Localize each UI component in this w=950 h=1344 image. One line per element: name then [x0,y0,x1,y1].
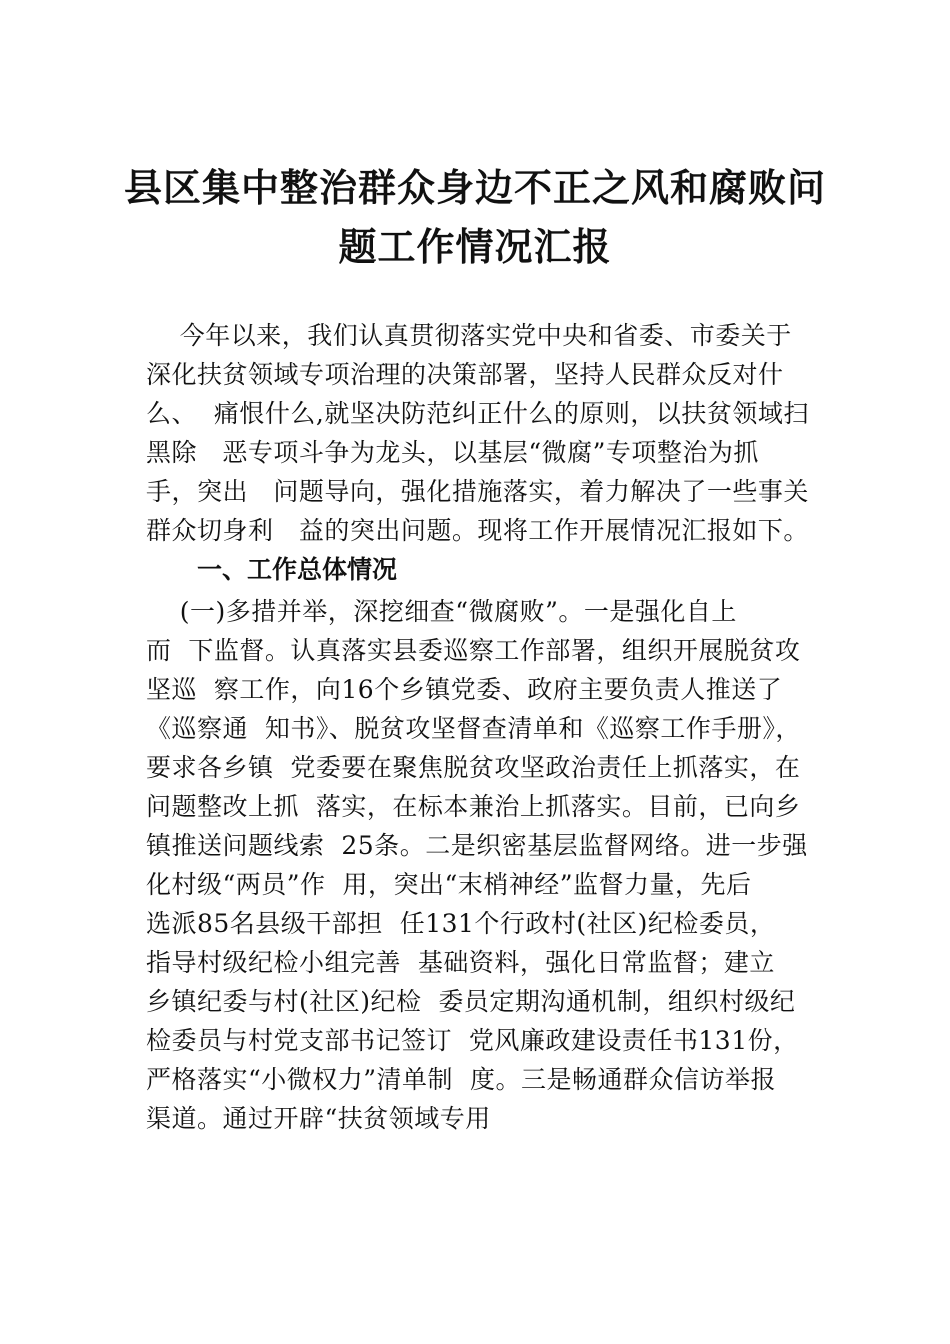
paragraph-line: 要求各乡镇 党委要在聚焦脱贫攻坚政治责任上抓落实，在 [146,753,801,782]
paragraph-line: 镇推送问题线索 25条。二是织密基层监督网络。进一步强 [146,831,808,860]
paragraph-line: 指导村级纪检小组完善 基础资料，强化日常监督；建立 [146,948,775,977]
paragraph-line: 化村级“两员”作 用，突出“末梢神经”监督力量，先后 [146,870,752,899]
paragraph-line: 群众切身利 益的突出问题。现将工作开展情况汇报如下。 [146,516,809,545]
paragraph-line: 坚巡 察工作，向16个乡镇党委、政府主要负责人推送了 [146,675,783,704]
paragraph-line: 而 下监督。认真落实县委巡察工作部署，组织开展脱贫攻 [146,636,801,665]
paragraph-line: 检委员与村党支部书记签订 党风廉政建设责任书131份， [146,1026,799,1055]
paragraph-line: 《巡察通 知书》、脱贫攻坚督查清单和《巡察工作手册》， [146,714,801,743]
paragraph-line: 严格落实“小微权力”清单制 度。三是畅通群众信访举报 [146,1065,776,1094]
paragraph-line: 渠道。通过开辟“扶贫领域专用 [146,1104,491,1133]
section-heading: 一、工作总体情况 [197,555,398,584]
paragraph-line: 深化扶贫领域专项治理的决策部署，坚持人民群众反对什 [146,360,784,389]
paragraph-line: 么、 痛恨什么,就坚决防范纠正什么的原则，以扶贫领域扫 [146,399,809,428]
document-title-line-2: 题工作情况汇报 [338,225,612,269]
paragraph-line: 手，突出 问题导向，强化措施落实，着力解决了一些事关 [146,477,809,506]
paragraph-line: 选派85名县级干部担 任131个行政村(社区)纪检委员， [146,909,776,938]
paragraph-line: 今年以来，我们认真贯彻落实党中央和省委、市委关于 [146,321,792,350]
document-title-line-1: 县区集中整治群众身边不正之风和腐败问 [123,166,826,210]
paragraph-line: 黑除 恶专项斗争为龙头，以基层“微腐”专项整治为抓 [146,438,759,467]
paragraph-line: 问题整改上抓 落实，在标本兼治上抓落实。目前，已向乡 [146,792,801,821]
paragraph-line: 乡镇纪委与村(社区)纪检 委员定期沟通机制，组织村级纪 [146,987,796,1016]
paragraph-line: (一)多措并举，深挖细查“微腐败”。一是强化自上 [146,597,737,626]
